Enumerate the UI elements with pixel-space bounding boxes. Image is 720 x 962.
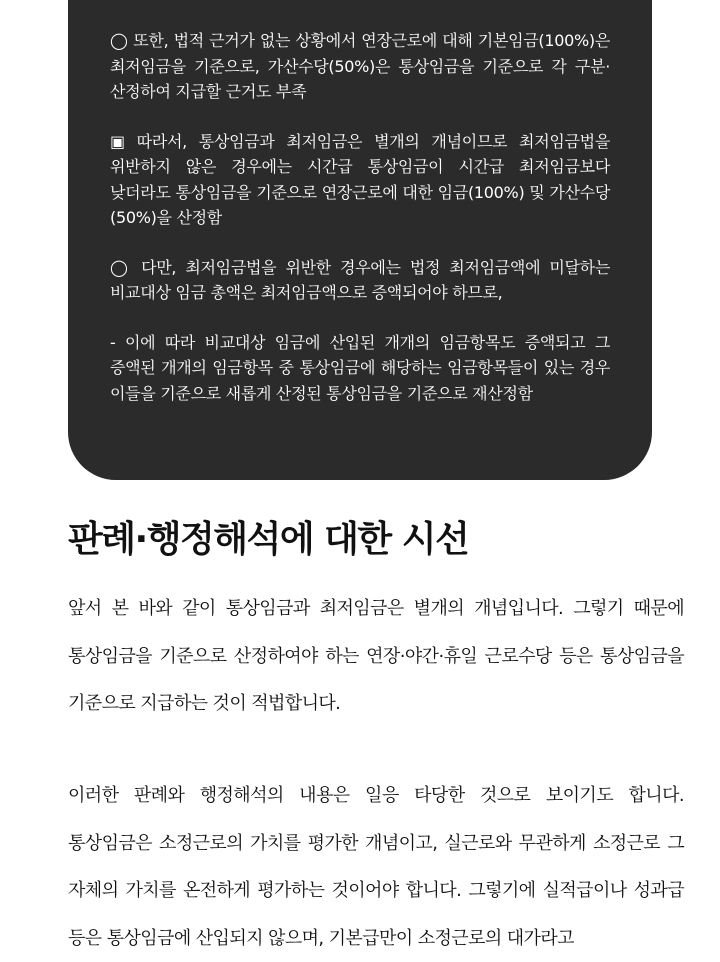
callout-paragraph-3: ◯ 다만, 최저임금법을 위반한 경우에는 법정 최저임금액에 미달하는 비교대상 임금 총액은 최저임금액으로 증액되어야 하므로, <box>110 257 610 302</box>
section-title: 판례·행정해석에 대한 시선 <box>68 519 469 560</box>
callout-paragraph-1: ◯ 또한, 법적 근거가 없는 상황에서 연장근로에 대해 기본임금(100%)은 최저임금을 기준으로, 가산수당(50%)은 통상임금을 기준으로 각 구분·산정하여 지급할 근거도 부족 <box>110 31 610 101</box>
callout-paragraph-4: - 이에 따라 비교대상 임금에 산입된 개개의 임금항목도 증액되고 그 증액된 개개의 임금항목 중 통상임금에 해당하는 임금항목들이 있는 경우 이들을 기준으로 새롭게 산정된 통상임금을 기준으로 재산정함 <box>110 332 610 403</box>
callout-box <box>68 0 652 480</box>
body-paragraph-2: 이러한 판례와 행정해석의 내용은 일응 타당한 것으로 보이기도 합니다. 통상임금은 소정근로의 가치를 평가한 개념이고, 실근로와 무관하게 소정근로 그 자체의 가치를 온전하게 평가하는 것이어야 합니다. 그렇기에 실적급이나 성과급 등은 통상임금에 산입되지 않으며, 기본급만이 소정근로의 대가라고 <box>68 785 684 949</box>
callout-paragraph-2: ▣ 따라서, 통상임금과 최저임금은 별개의 개념이므로 최저임금법을 위반하지 않은 경우에는 시간급 통상임금이 시간급 최저임금보다 낮더라도 통상임금을 기준으로 연장근로에 대한 임금(100%) 및 가산수당(50%)을 산정함 <box>110 131 610 227</box>
body-paragraph-1: 앞서 본 바와 같이 통상임금과 최저임금은 별개의 개념입니다. 그렇기 때문에 통상임금을 기준으로 산정하여야 하는 연장·야간·휴일 근로수당 등은 통상임금을 기준으로 지급하는 것이 적법합니다. <box>68 598 684 714</box>
